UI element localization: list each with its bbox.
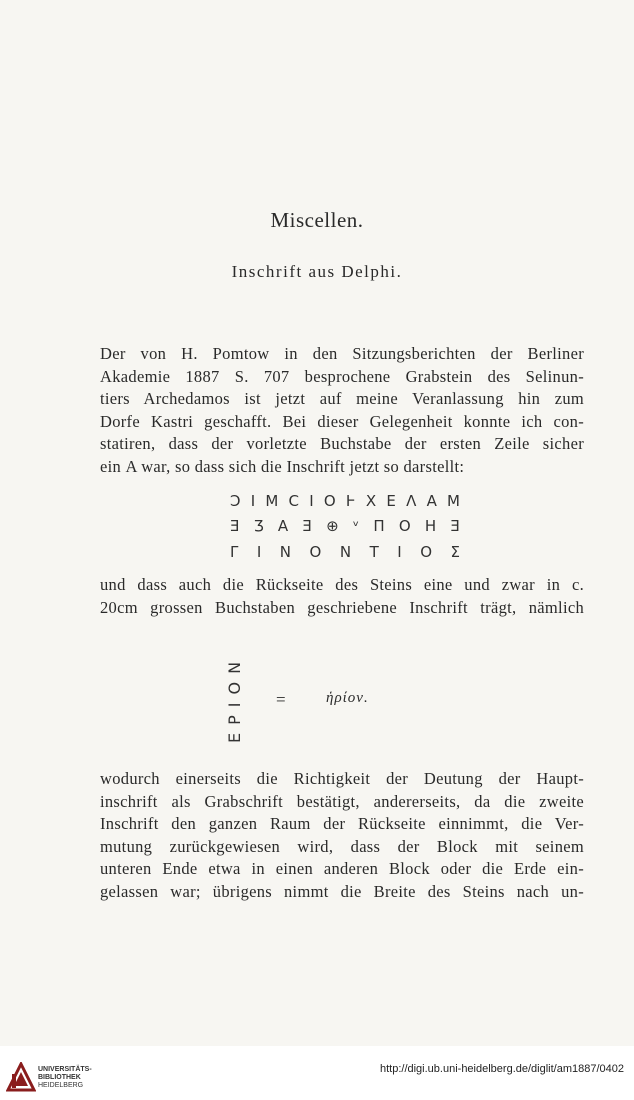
text-line: inschrift als Grabschrift bestätigt, andererseits, da die zweite xyxy=(100,791,584,811)
glyph: Ͻ xyxy=(230,492,241,510)
glyph: Α xyxy=(426,492,437,510)
glyph: Ǝ xyxy=(230,517,240,535)
glyph: Ι xyxy=(256,543,262,561)
glyph: Μ xyxy=(265,492,279,510)
glyph: Γ xyxy=(230,543,239,561)
glyph: Ν xyxy=(339,543,352,561)
glyph: Λ xyxy=(406,492,417,510)
text-line: Akademie 1887 S. 707 besprochene Grabstein des Selinun- xyxy=(100,366,584,386)
text-line: Der von H. Pomtow in den Sitzungsberichten der Berliner xyxy=(100,344,584,363)
glyph: Ν xyxy=(279,543,292,561)
glyph: Χ xyxy=(365,492,377,510)
vertical-inscription xyxy=(225,655,249,755)
text-line: wodurch einerseits die Richtigkeit der Deutung der Haupt- xyxy=(100,769,584,788)
text-line: mutung zurückgewiesen wird, dass der Block mit seinem xyxy=(100,836,584,856)
text-line: statiren, dass der vorletzte Buchstabe der ersten Zeile sicher xyxy=(100,434,584,453)
text-line: tiers Archedamos ist jetzt auf meine Veranlassung hin zum xyxy=(100,389,584,408)
text-line: und dass auch die Rückseite des Steins eine und zwar in c. xyxy=(100,575,584,594)
text-line: unteren Ende etwa in einen anderen Block oder die Erde ein- xyxy=(100,859,584,878)
library-logo-icon xyxy=(6,1062,36,1092)
inscription-line-1 xyxy=(230,492,460,510)
library-name-line: UNIVERSITÄTS- xyxy=(38,1066,92,1073)
paragraph-back-side xyxy=(100,574,584,619)
glyph: ⊕ xyxy=(326,517,339,535)
glyph: Ε xyxy=(386,492,396,510)
glyph: Η xyxy=(424,517,437,535)
glyph: Ǝ xyxy=(302,517,312,535)
equals-sign: = xyxy=(276,690,287,709)
glyph: Ǝ xyxy=(450,517,460,535)
glyph: Ʒ xyxy=(253,517,264,535)
inscription-line-2 xyxy=(230,517,460,535)
library-name-line: BIBLIOTHEK xyxy=(38,1074,81,1081)
text-line: ein Α war, so dass sich die Inschrift jetzt so darstellt: xyxy=(100,456,465,476)
text-line: 20cm grossen Buchstaben geschriebene Inschrift trägt, nämlich xyxy=(100,597,584,617)
glyph: Ο xyxy=(309,543,322,561)
glyph: Ο xyxy=(323,492,336,510)
glyph: Ο xyxy=(398,517,411,535)
page-title: Miscellen. xyxy=(270,208,364,232)
inscription-line-3 xyxy=(230,543,460,561)
vertical-inscription-text: ΕΡΙΟΝ xyxy=(225,653,244,743)
library-name xyxy=(38,1066,92,1090)
glyph: Μ xyxy=(447,492,460,510)
text-line: Dorfe Kastri geschafft. Bei dieser Gelegenheit konnte ich con- xyxy=(100,411,584,431)
glyph: C xyxy=(288,492,300,510)
glyph: Π xyxy=(373,517,385,535)
glyph: Σ xyxy=(450,543,460,561)
section-subtitle: Inschrift aus Delphi. xyxy=(231,262,403,281)
library-name-line: HEIDELBERG xyxy=(38,1082,84,1089)
text-line: Inschrift den ganzen Raum der Rückseite einnimmt, die Ver- xyxy=(100,814,584,833)
source-url-link[interactable]: http://digi.ub.uni-heidelberg.de/diglit/am1887/0402 xyxy=(379,1063,624,1075)
glyph: Ο xyxy=(420,543,432,561)
glyph: Ͱ xyxy=(345,492,356,510)
glyph: Τ xyxy=(369,543,379,561)
glyph: Ι xyxy=(250,492,256,510)
paragraph-conclusion xyxy=(100,768,584,903)
glyph: Ι xyxy=(309,492,314,510)
greek-word: ἡρίον. xyxy=(326,690,369,706)
glyph: Ι xyxy=(397,543,402,561)
glyph: Α xyxy=(277,517,289,535)
paragraph-intro xyxy=(100,343,584,478)
glyph: ᵛ xyxy=(352,517,360,535)
text-line: gelassen war; übrigens nimmt die Breite des Steins nach un- xyxy=(100,881,584,901)
